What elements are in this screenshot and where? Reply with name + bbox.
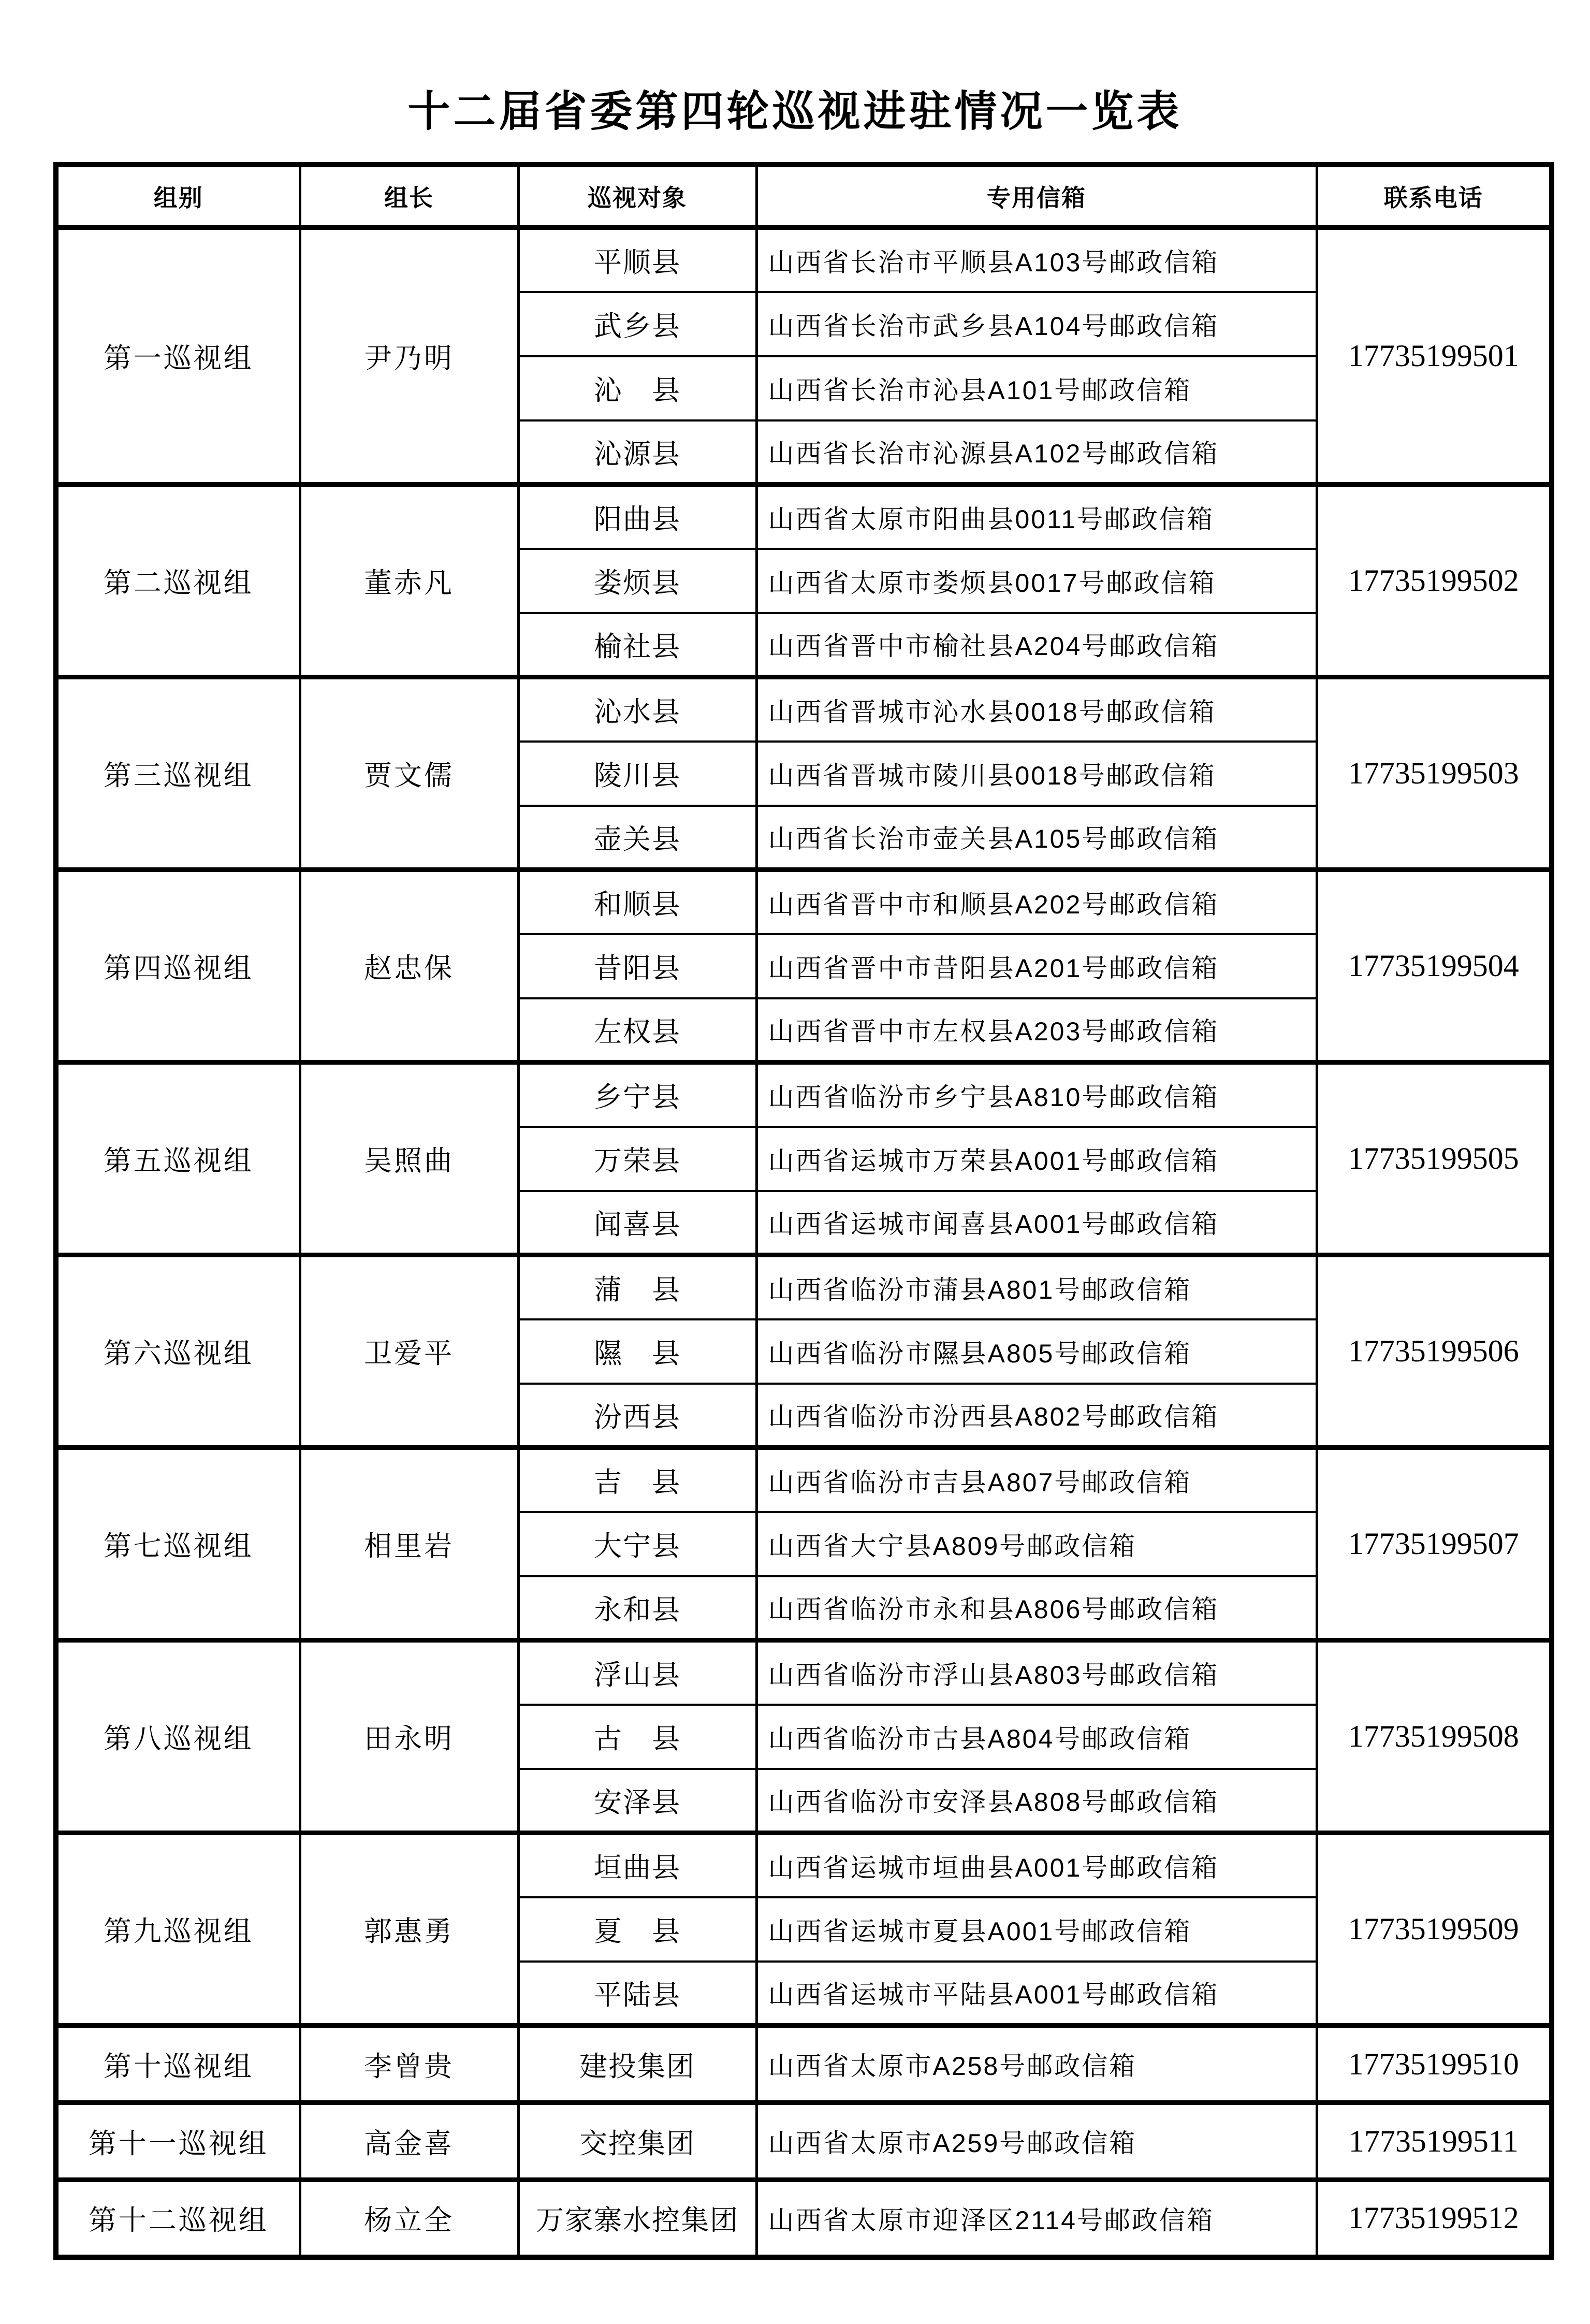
- header-leader: 组长: [300, 165, 518, 228]
- group-leader-cell: 赵忠保: [300, 870, 518, 1063]
- mailbox-cell: 山西省晋中市左权县A203号邮政信箱: [756, 998, 1317, 1063]
- header-group: 组别: [56, 165, 300, 228]
- contact-phone-cell: 17735199508: [1317, 1640, 1552, 1833]
- page-title: 十二届省委第四轮巡视进驻情况一览表: [407, 88, 1183, 135]
- mailbox-cell: 山西省临汾市吉县A807号邮政信箱: [756, 1448, 1317, 1512]
- group-name-cell: 第六巡视组: [56, 1255, 300, 1448]
- group-leader-cell: 田永明: [300, 1640, 518, 1833]
- mailbox-cell: 山西省长治市平顺县A103号邮政信箱: [756, 228, 1317, 292]
- group-leader-cell: 郭惠勇: [300, 1833, 518, 2026]
- inspection-target-cell: 汾西县: [518, 1384, 756, 1448]
- group-leader-cell: 杨立全: [300, 2180, 518, 2257]
- contact-phone-cell: 17735199511: [1317, 2103, 1552, 2180]
- inspection-target-cell: 永和县: [518, 1576, 756, 1640]
- inspection-target-cell: 交控集团: [518, 2103, 756, 2180]
- mailbox-cell: 山西省晋中市昔阳县A201号邮政信箱: [756, 934, 1317, 998]
- inspection-target-cell: 沁源县: [518, 420, 756, 485]
- group-name-cell: 第五巡视组: [56, 1063, 300, 1255]
- table-header-row: [56, 165, 1552, 228]
- inspection-target-cell: 阳曲县: [518, 485, 756, 549]
- header-mailbox: 专用信箱: [756, 165, 1317, 228]
- contact-phone-cell: 17735199507: [1317, 1448, 1552, 1640]
- group-leader-cell: 相里岩: [300, 1448, 518, 1640]
- table-row: [56, 870, 1552, 934]
- mailbox-cell: 山西省晋中市和顺县A202号邮政信箱: [756, 870, 1317, 934]
- inspection-roster-table: [53, 162, 1554, 2260]
- mailbox-cell: 山西省运城市垣曲县A001号邮政信箱: [756, 1833, 1317, 1897]
- mailbox-cell: 山西省太原市迎泽区2114号邮政信箱: [756, 2180, 1317, 2257]
- inspection-target-cell: 左权县: [518, 998, 756, 1063]
- mailbox-cell: 山西省临汾市永和县A806号邮政信箱: [756, 1576, 1317, 1640]
- group-name-cell: 第一巡视组: [56, 228, 300, 485]
- mailbox-cell: 山西省太原市A259号邮政信箱: [756, 2103, 1317, 2180]
- mailbox-cell: 山西省长治市武乡县A104号邮政信箱: [756, 292, 1317, 356]
- group-name-cell: 第七巡视组: [56, 1448, 300, 1640]
- contact-phone-cell: 17735199506: [1317, 1255, 1552, 1448]
- inspection-target-cell: 壶关县: [518, 806, 756, 870]
- table-row: [56, 1833, 1552, 1897]
- mailbox-cell: 山西省晋中市榆社县A204号邮政信箱: [756, 613, 1317, 677]
- mailbox-cell: 山西省运城市平陆县A001号邮政信箱: [756, 1962, 1317, 2026]
- mailbox-cell: 山西省长治市壶关县A105号邮政信箱: [756, 806, 1317, 870]
- table-row: [56, 2180, 1552, 2257]
- inspection-target-cell: 娄烦县: [518, 549, 756, 613]
- mailbox-cell: 山西省晋城市沁水县0018号邮政信箱: [756, 677, 1317, 742]
- table-row: [56, 1448, 1552, 1512]
- group-name-cell: 第二巡视组: [56, 485, 300, 677]
- inspection-target-cell: 吉 县: [518, 1448, 756, 1512]
- inspection-target-cell: 建投集团: [518, 2026, 756, 2103]
- contact-phone-cell: 17735199512: [1317, 2180, 1552, 2257]
- mailbox-cell: 山西省大宁县A809号邮政信箱: [756, 1512, 1317, 1576]
- mailbox-cell: 山西省临汾市古县A804号邮政信箱: [756, 1705, 1317, 1769]
- inspection-target-cell: 平陆县: [518, 1962, 756, 2026]
- group-leader-cell: 卫爱平: [300, 1255, 518, 1448]
- contact-phone-cell: 17735199501: [1317, 228, 1552, 485]
- group-leader-cell: 吴照曲: [300, 1063, 518, 1255]
- mailbox-cell: 山西省临汾市乡宁县A810号邮政信箱: [756, 1063, 1317, 1127]
- contact-phone-cell: 17735199509: [1317, 1833, 1552, 2026]
- inspection-target-cell: 闻喜县: [518, 1191, 756, 1255]
- group-name-cell: 第八巡视组: [56, 1640, 300, 1833]
- table-row: [56, 677, 1552, 742]
- table-row: [56, 2103, 1552, 2180]
- contact-phone-cell: 17735199510: [1317, 2026, 1552, 2103]
- group-name-cell: 第三巡视组: [56, 677, 300, 870]
- header-phone: 联系电话: [1317, 165, 1552, 228]
- group-leader-cell: 董赤凡: [300, 485, 518, 677]
- inspection-target-cell: 沁水县: [518, 677, 756, 742]
- inspection-target-cell: 沁 县: [518, 356, 756, 420]
- contact-phone-cell: 17735199505: [1317, 1063, 1552, 1255]
- group-name-cell: 第十一巡视组: [56, 2103, 300, 2180]
- group-leader-cell: 李曾贵: [300, 2026, 518, 2103]
- inspection-target-cell: 武乡县: [518, 292, 756, 356]
- mailbox-cell: 山西省临汾市安泽县A808号邮政信箱: [756, 1769, 1317, 1833]
- mailbox-cell: 山西省太原市娄烦县0017号邮政信箱: [756, 549, 1317, 613]
- header-target: 巡视对象: [518, 165, 756, 228]
- group-name-cell: 第四巡视组: [56, 870, 300, 1063]
- inspection-target-cell: 安泽县: [518, 1769, 756, 1833]
- mailbox-cell: 山西省临汾市蒲县A801号邮政信箱: [756, 1255, 1317, 1319]
- group-leader-cell: 高金喜: [300, 2103, 518, 2180]
- inspection-target-cell: 夏 县: [518, 1897, 756, 1962]
- contact-phone-cell: 17735199503: [1317, 677, 1552, 870]
- mailbox-cell: 山西省长治市沁县A101号邮政信箱: [756, 356, 1317, 420]
- inspection-target-cell: 大宁县: [518, 1512, 756, 1576]
- mailbox-cell: 山西省临汾市浮山县A803号邮政信箱: [756, 1640, 1317, 1705]
- mailbox-cell: 山西省临汾市汾西县A802号邮政信箱: [756, 1384, 1317, 1448]
- contact-phone-cell: 17735199504: [1317, 870, 1552, 1063]
- table-row: [56, 1255, 1552, 1319]
- group-leader-cell: 贾文儒: [300, 677, 518, 870]
- mailbox-cell: 山西省晋城市陵川县0018号邮政信箱: [756, 742, 1317, 806]
- mailbox-cell: 山西省太原市A258号邮政信箱: [756, 2026, 1317, 2103]
- table-row: [56, 485, 1552, 549]
- contact-phone-cell: 17735199502: [1317, 485, 1552, 677]
- mailbox-cell: 山西省长治市沁源县A102号邮政信箱: [756, 420, 1317, 485]
- inspection-target-cell: 万家寨水控集团: [518, 2180, 756, 2257]
- group-name-cell: 第十二巡视组: [56, 2180, 300, 2257]
- mailbox-cell: 山西省运城市闻喜县A001号邮政信箱: [756, 1191, 1317, 1255]
- group-leader-cell: 尹乃明: [300, 228, 518, 485]
- inspection-target-cell: 隰 县: [518, 1319, 756, 1384]
- inspection-target-cell: 和顺县: [518, 870, 756, 934]
- inspection-target-cell: 陵川县: [518, 742, 756, 806]
- table-row: [56, 228, 1552, 292]
- inspection-target-cell: 万荣县: [518, 1127, 756, 1191]
- table-row: [56, 2026, 1552, 2103]
- inspection-target-cell: 浮山县: [518, 1640, 756, 1705]
- table-row: [56, 1063, 1552, 1127]
- inspection-target-cell: 乡宁县: [518, 1063, 756, 1127]
- group-name-cell: 第九巡视组: [56, 1833, 300, 2026]
- mailbox-cell: 山西省运城市万荣县A001号邮政信箱: [756, 1127, 1317, 1191]
- inspection-target-cell: 榆社县: [518, 613, 756, 677]
- mailbox-cell: 山西省临汾市隰县A805号邮政信箱: [756, 1319, 1317, 1384]
- inspection-target-cell: 昔阳县: [518, 934, 756, 998]
- table-body: [56, 228, 1552, 2257]
- inspection-target-cell: 古 县: [518, 1705, 756, 1769]
- table-row: [56, 1640, 1552, 1705]
- mailbox-cell: 山西省太原市阳曲县0011号邮政信箱: [756, 485, 1317, 549]
- inspection-target-cell: 蒲 县: [518, 1255, 756, 1319]
- group-name-cell: 第十巡视组: [56, 2026, 300, 2103]
- inspection-target-cell: 垣曲县: [518, 1833, 756, 1897]
- mailbox-cell: 山西省运城市夏县A001号邮政信箱: [756, 1897, 1317, 1962]
- inspection-target-cell: 平顺县: [518, 228, 756, 292]
